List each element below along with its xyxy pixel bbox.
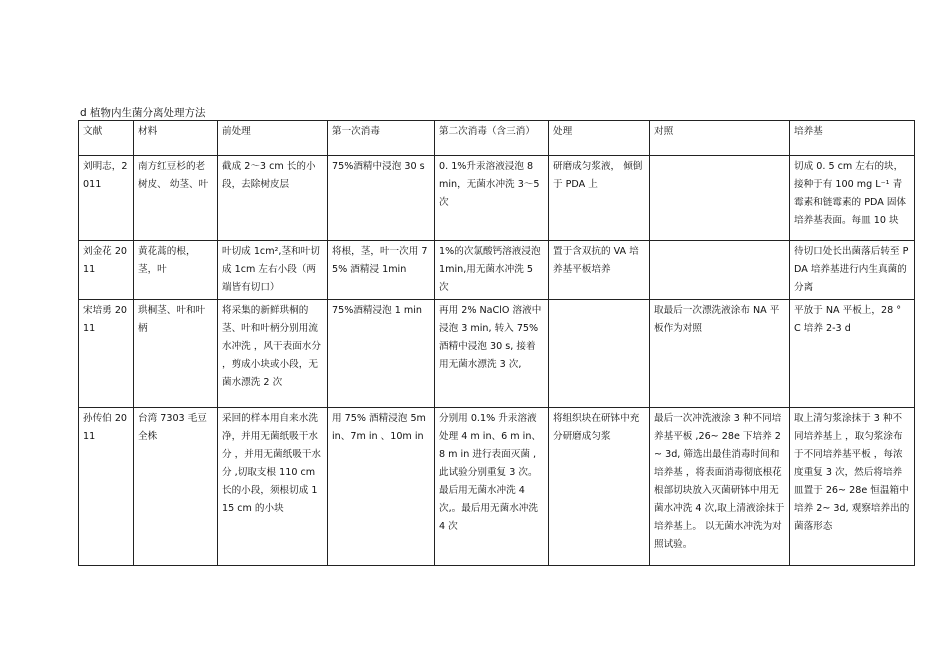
material-cell: 南方红豆杉的老树皮、 幼茎、叶 (134, 156, 218, 241)
control-cell: 取最后一次漂洗液涂布 NA 平板作为对照 (650, 300, 790, 408)
document-title: d 植物内生菌分离处理方法 (80, 107, 206, 119)
control-cell (650, 156, 790, 241)
reference-cell: 孙传伯 2011 (79, 408, 134, 566)
header-cell: 前处理 (218, 121, 328, 156)
medium-cell: 取上清匀浆涂抹于 3 种不同培养基上 ，取匀浆涂布于不同培养基平板 ，每浓度重复 3 次，然后将培养皿置于 26~ 28e 恒温箱中培养 2~ 3d, 观察培养出的菌落形态 (790, 408, 915, 566)
second-disinfection-cell: 0. 1%升汞溶液浸泡 8 min，无菌水冲洗 3～5 次 (435, 156, 549, 241)
header-cell: 处理 (549, 121, 650, 156)
reference-cell: 刘明志，2011 (79, 156, 134, 241)
header-cell: 对照 (650, 121, 790, 156)
header-cell: 第二次消毒（含三消） (435, 121, 549, 156)
first-disinfection-cell: 将根，茎，叶一次用 75% 酒精浸 1min (328, 241, 435, 300)
pretreatment-cell: 叶切成 1cm²,茎和叶切成 1cm 左右小段（两端皆有切口） (218, 241, 328, 300)
control-cell (650, 241, 790, 300)
treatment-cell: 置于含双抗的 VA 培养基平板培养 (549, 241, 650, 300)
medium-cell: 待切口处长出菌落后转至 PDA 培养基进行内生真菌的分离 (790, 241, 915, 300)
table-row (79, 408, 915, 566)
table-row (79, 156, 915, 241)
pretreatment-cell: 将采集的新鲜珙桐的茎、叶和叶柄分别用流水冲洗 ，风干表面水分 ，剪成小块或小段，无菌水漂洗 2 次 (218, 300, 328, 408)
material-cell: 台湾 7303 毛豆全株 (134, 408, 218, 566)
material-cell: 黄花蒿的根，茎，叶 (134, 241, 218, 300)
reference-cell: 宋培勇 2011 (79, 300, 134, 408)
treatment-cell: 将组织块在研钵中充分研磨成匀浆 (549, 408, 650, 566)
pretreatment-cell: 采回的样本用自来水洗净，并用无菌纸吸干水分 ，并用无菌纸吸干水分 ,切取支根 110 cm 长的小段，须根切成 115 cm 的小块 (218, 408, 328, 566)
first-disinfection-cell: 75%酒精浸泡 1 min (328, 300, 435, 408)
header-cell: 文献 (79, 121, 134, 156)
reference-cell: 刘金花 2011 (79, 241, 134, 300)
treatment-cell (549, 300, 650, 408)
second-disinfection-cell: 1%的次氯酸钙溶液浸泡 1min,用无菌水冲洗 5 次 (435, 241, 549, 300)
second-disinfection-cell: 分别用 0.1% 升汞溶液处理 4 m in、6 m in、8 m in 进行表面灭菌 ,此试验分别重复 3 次。最后用无菌水冲洗 4 次,。最后用无菌水冲洗 4 次 (435, 408, 549, 566)
header-cell: 第一次消毒 (328, 121, 435, 156)
treatment-cell: 研磨成匀浆液， 倾倒于 PDA 上 (549, 156, 650, 241)
control-cell: 最后一次冲洗液涂 3 种不同培养基平板 ,26~ 28e 下培养 2~ 3d, 筛选出最佳消毒时间和培养基 ，将表面消毒彻底根花根部切块放入灭菌研钵中用无菌水冲洗 4 次,取上清液涂抹于培养基上。 以无菌水冲洗为对照试验。 (650, 408, 790, 566)
first-disinfection-cell: 用 75% 酒精浸泡 5m in、7m in 、10m in (328, 408, 435, 566)
material-cell: 珙桐茎、叶和叶柄 (134, 300, 218, 408)
medium-cell: 切成 0. 5 cm 左右的块，接种于有 100 mg L⁻¹ 青霉素和链霉素的 PDA 固体培养基表面。每皿 10 块 (790, 156, 915, 241)
second-disinfection-cell: 再用 2% NaClO 溶液中浸泡 3 min, 转入 75%酒精中浸泡 30 s, 接着用无菌水漂洗 3 次, (435, 300, 549, 408)
table-row (79, 300, 915, 408)
header-cell: 材料 (134, 121, 218, 156)
table-header-row (79, 121, 915, 156)
table-row (79, 241, 915, 300)
header-cell: 培养基 (790, 121, 915, 156)
medium-cell: 平放于 NA 平板上，28 ° C 培养 2-3 d (790, 300, 915, 408)
first-disinfection-cell: 75%酒精中浸泡 30 s (328, 156, 435, 241)
isolation-methods-table (78, 120, 915, 566)
pretreatment-cell: 截成 2～3 cm 长的小段，去除树皮层 (218, 156, 328, 241)
